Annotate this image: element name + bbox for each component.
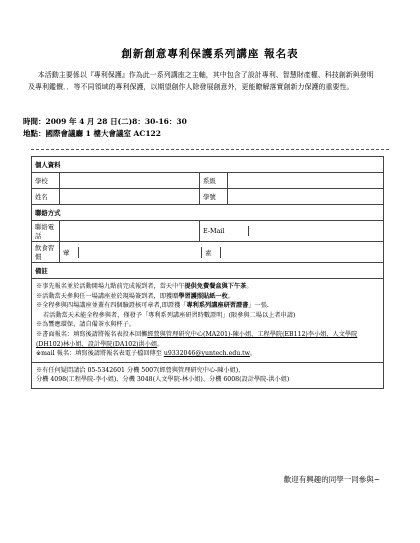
- school-field[interactable]: [60, 173, 200, 189]
- phone-label: 聯絡電話: [32, 221, 60, 242]
- registration-form: [31, 156, 384, 389]
- phone-field[interactable]: [60, 221, 200, 242]
- event-time: 時間：2009 年 4 月 28 日(二)8：30-16：30: [23, 117, 187, 126]
- student-id-label: 學號: [200, 189, 228, 205]
- meat-checkbox[interactable]: [79, 247, 202, 258]
- personal-section-header: 個人資料: [32, 157, 384, 173]
- note-eco: ※為響應環保，請自備茶水與杯子。: [36, 321, 135, 329]
- veg-label: 素: [202, 247, 221, 258]
- veg-checkbox[interactable]: [221, 247, 384, 258]
- contact-line-1: ※有任何疑問請洽 05-5342601 分機 5007(經營與管理研究中心-陳小姐)、: [36, 366, 245, 374]
- dept-label: 系級: [200, 173, 228, 189]
- intro-text: 本活動主要係以『專利保護』作為此一系列講座之主軸，其中包含了設計專利、智慧財產權、科技創新與發明及專利鑑價．．等不同領域的專利保護，以期望創作人除發展創意外，更能瞭解落實創新力保護的重要性。: [28, 71, 374, 91]
- note-hours-proof: 若活動當天未能全程參與者，僅發予「專利系列講座研習時數證明」(限參與二場以上者申請): [43, 311, 296, 319]
- note-certificate: ※全程參與四場講座並蓋有四個驗證核可章者,即證獲「專利系列講座研習證書」一張.: [36, 302, 269, 310]
- student-id-field[interactable]: [228, 189, 384, 205]
- contact-section-header: 聯絡方式: [32, 205, 384, 221]
- dept-field[interactable]: [228, 173, 384, 189]
- contact-line-2: 分機 4098(工程學院-李小姐)、分機 3048(人文學院-林小姐)、分機 6008(設計學院-洪小姐): [36, 376, 290, 384]
- email-label: E-Mail: [200, 226, 249, 236]
- intro-paragraph: [28, 70, 380, 93]
- contact-info-block: [32, 362, 384, 388]
- diet-label: 飲食習慣: [32, 242, 60, 263]
- name-field[interactable]: [60, 189, 200, 205]
- meat-label: 葷: [60, 247, 79, 258]
- event-location: 地點：國際會議廳 1 樓大會議室 AC122: [23, 129, 161, 138]
- email-link[interactable]: u9332046@yuntech.edu.tw: [163, 350, 250, 358]
- note-paper-registration: ※書面報名：填寫後請將報名表投本回擲經營與管理研究中心(MA201)-陳小姐、工程學院(EB112)李小姐、人文學院(DH102)林小姐、設計學院(DA102)洪小姐。: [36, 330, 358, 348]
- form-title: 創新創意專利保護系列講座 報名表: [121, 48, 299, 60]
- school-label: 學校: [32, 173, 60, 189]
- note-meal: ※事先報名並於活動開場九點前完成報到者，當天中午提供免費餐盒與下午茶。: [36, 283, 253, 290]
- note-sticker: ※活動當天參與任一場講座並於現場簽到者，即獲贈學習護照貼紙一枚。: [36, 292, 234, 300]
- diet-options: [60, 242, 384, 263]
- email-field[interactable]: [249, 226, 384, 236]
- note-mail-registration: ※mail 報名：填寫後請將報名表電子檔回傳至 u9332046@yuntech.edu.tw。: [36, 350, 257, 358]
- welcome-text: 歡迎有興趣的同學一同參與~: [283, 475, 380, 484]
- notes-block: [32, 279, 384, 363]
- notes-section-header: 備註: [32, 263, 384, 279]
- separator-line: [31, 149, 389, 150]
- name-label: 姓名: [32, 189, 60, 205]
- email-cell: [200, 221, 384, 242]
